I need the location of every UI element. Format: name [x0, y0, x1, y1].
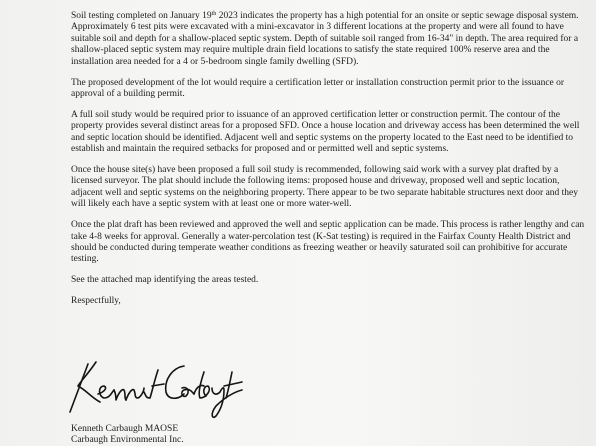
paragraph-text: 2023 indicates the property has a high potential for an onsite or septic sewage disposal system. Approximately 6 test pits were excavated with a mini-excavator in 3 different locations at the property and were all found to have suitable soil and depth for a shallow-placed septic system. Depth of suitable soil ranged from 16-34" in depth. The area required for a shallow-placed septic system may require multiple drain field locations to satisfy the state required 100% reserve area and the installation area needed for a 4 or 5-bedroom single family dwelling (SFD). — [71, 11, 579, 67]
signer-name: Kenneth Carbaugh MAOSE — [71, 424, 179, 434]
closing: Respectfully, — [71, 296, 121, 307]
handwritten-signature — [66, 352, 256, 422]
ordinal-suffix: th — [211, 11, 217, 17]
paragraph-development: The proposed development of the lot would require a certification letter or installation construction permit prior to the issuance or approval of a building permit. — [71, 77, 565, 99]
paragraph-plat-draft: Once the plat draft has been reviewed and approved the well and septic application can be made. This process is rather lengthy and can take 4-8 weeks for approval. Generally a water-percolation test (K-Sat testing) is required in the Fairfax County Health District and should be conducted during temperate weather conditions as freezing weather or heavily saturated soil can prohibitive for accurate testing. — [71, 220, 585, 265]
paragraph-text: Soil testing completed on January 19 — [71, 11, 212, 21]
paragraph-attached-map: See the attached map identifying the areas tested. — [71, 275, 259, 286]
signature-block — [71, 424, 471, 446]
paragraph-soil-study: A full soil study would be required prior to issuance of an approved certification letter or construction permit. The contour of the property provides several distinct areas for a proposed SFD. Once a house location and driveway access has been determined the well and septic location should be identified. Adjacent well and septic systems on the property located to the East need to be identified to establish and maintain the required setbacks for proposed and or permitted well and septic systems. — [71, 109, 580, 155]
signer-company: Carbaugh Environmental Inc. — [71, 435, 184, 446]
paragraph-house-site: Once the house site(s) have been proposed a full soil study is recommended, following said work with a survey plat drafted by a licensed surveyor. The plat should include the following items: proposed house and driveway, proposed well and septic location, adjacent well and septic systems on the neighboring property. There appear to be two separate habitable structures next door and they will likely each have a septic system with at least one or more water-well. — [71, 164, 579, 210]
paragraph-soil-testing — [71, 11, 591, 68]
letter-body — [71, 11, 591, 317]
